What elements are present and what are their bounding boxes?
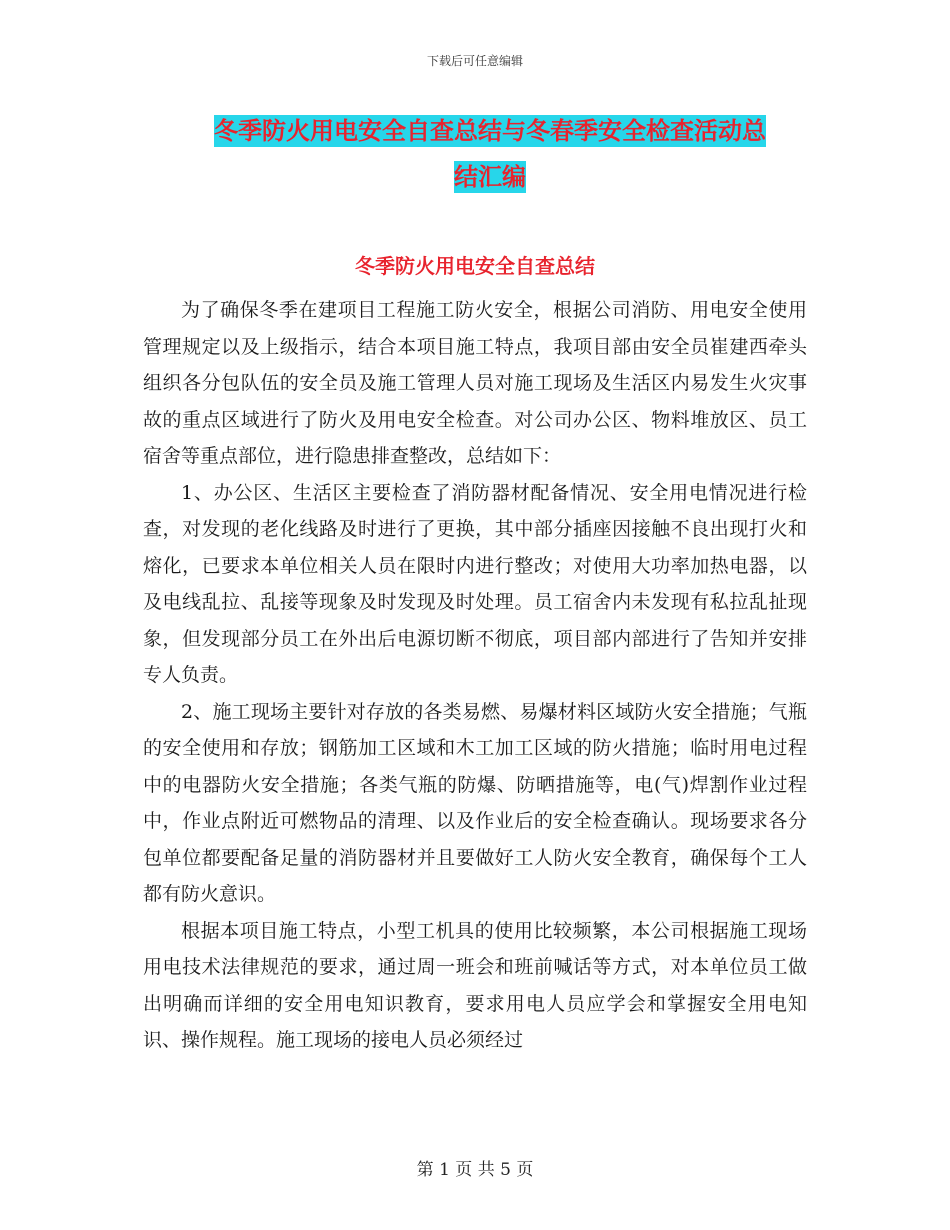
title-line-1: 冬季防火用电安全自查总结与冬春季安全检查活动总 <box>214 117 766 145</box>
header-note: 下载后可任意编辑 <box>426 54 523 68</box>
page-footer: 第 1 页 共 5 页 <box>416 1160 534 1180</box>
document-title <box>140 108 840 200</box>
paragraph: 为了确保冬季在建项目工程施工防火安全，根据公司消防、用电安全使用管理规定以及上级指示，结合本项目施工特点，我项目部由安全员崔建西牵头组织各分包队伍的安全员及施工管理人员对施工现场及生活区内易发生火灾事故的重点区域进行了防火及用电安全检查。对公司办公区、物料堆放区、员工宿舍等重点部位，进行隐患排查整改，总结如下： <box>143 299 807 467</box>
paragraph: 1、办公区、生活区主要检查了消防器材配备情况、安全用电情况进行检查，对发现的老化线路及时进行了更换，其中部分插座因接触不良出现打火和熔化，已要求本单位相关人员在限时内进行整改；对使用大功率加热电器，以及电线乱拉、乱接等现象及时发现及时处理。员工宿舍内未发现有私拉乱扯现象，但发现部分员工在外出后电源切断不彻底，项目部内部进行了告知并安排专人负责。 <box>143 481 807 686</box>
body-text <box>143 292 807 1059</box>
section-title: 冬季防火用电安全自查总结 <box>355 254 595 278</box>
paragraph: 2、施工现场主要针对存放的各类易燃、易爆材料区域防火安全措施；气瓶的安全使用和存放；钢筋加工区域和木工加工区域的防火措施；临时用电过程中的电器防火安全措施；各类气瓶的防爆、防晒措施等，电(气)焊割作业过程中，作业点附近可燃物品的清理、以及作业后的安全检查确认。现场要求各分包单位都要配备足量的消防器材并且要做好工人防火安全教育，确保每个工人都有防火意识。 <box>143 700 807 905</box>
paragraph: 根据本项目施工特点，小型工机具的使用比较频繁，本公司根据施工现场用电技术法律规范的要求，通过周一班会和班前喊话等方式，对本单位员工做出明确而详细的安全用电知识教育，要求用电人员应学会和掌握安全用电知识、操作规程。施工现场的接电人员必须经过 <box>143 919 807 1051</box>
title-line-2: 结汇编 <box>454 163 526 191</box>
